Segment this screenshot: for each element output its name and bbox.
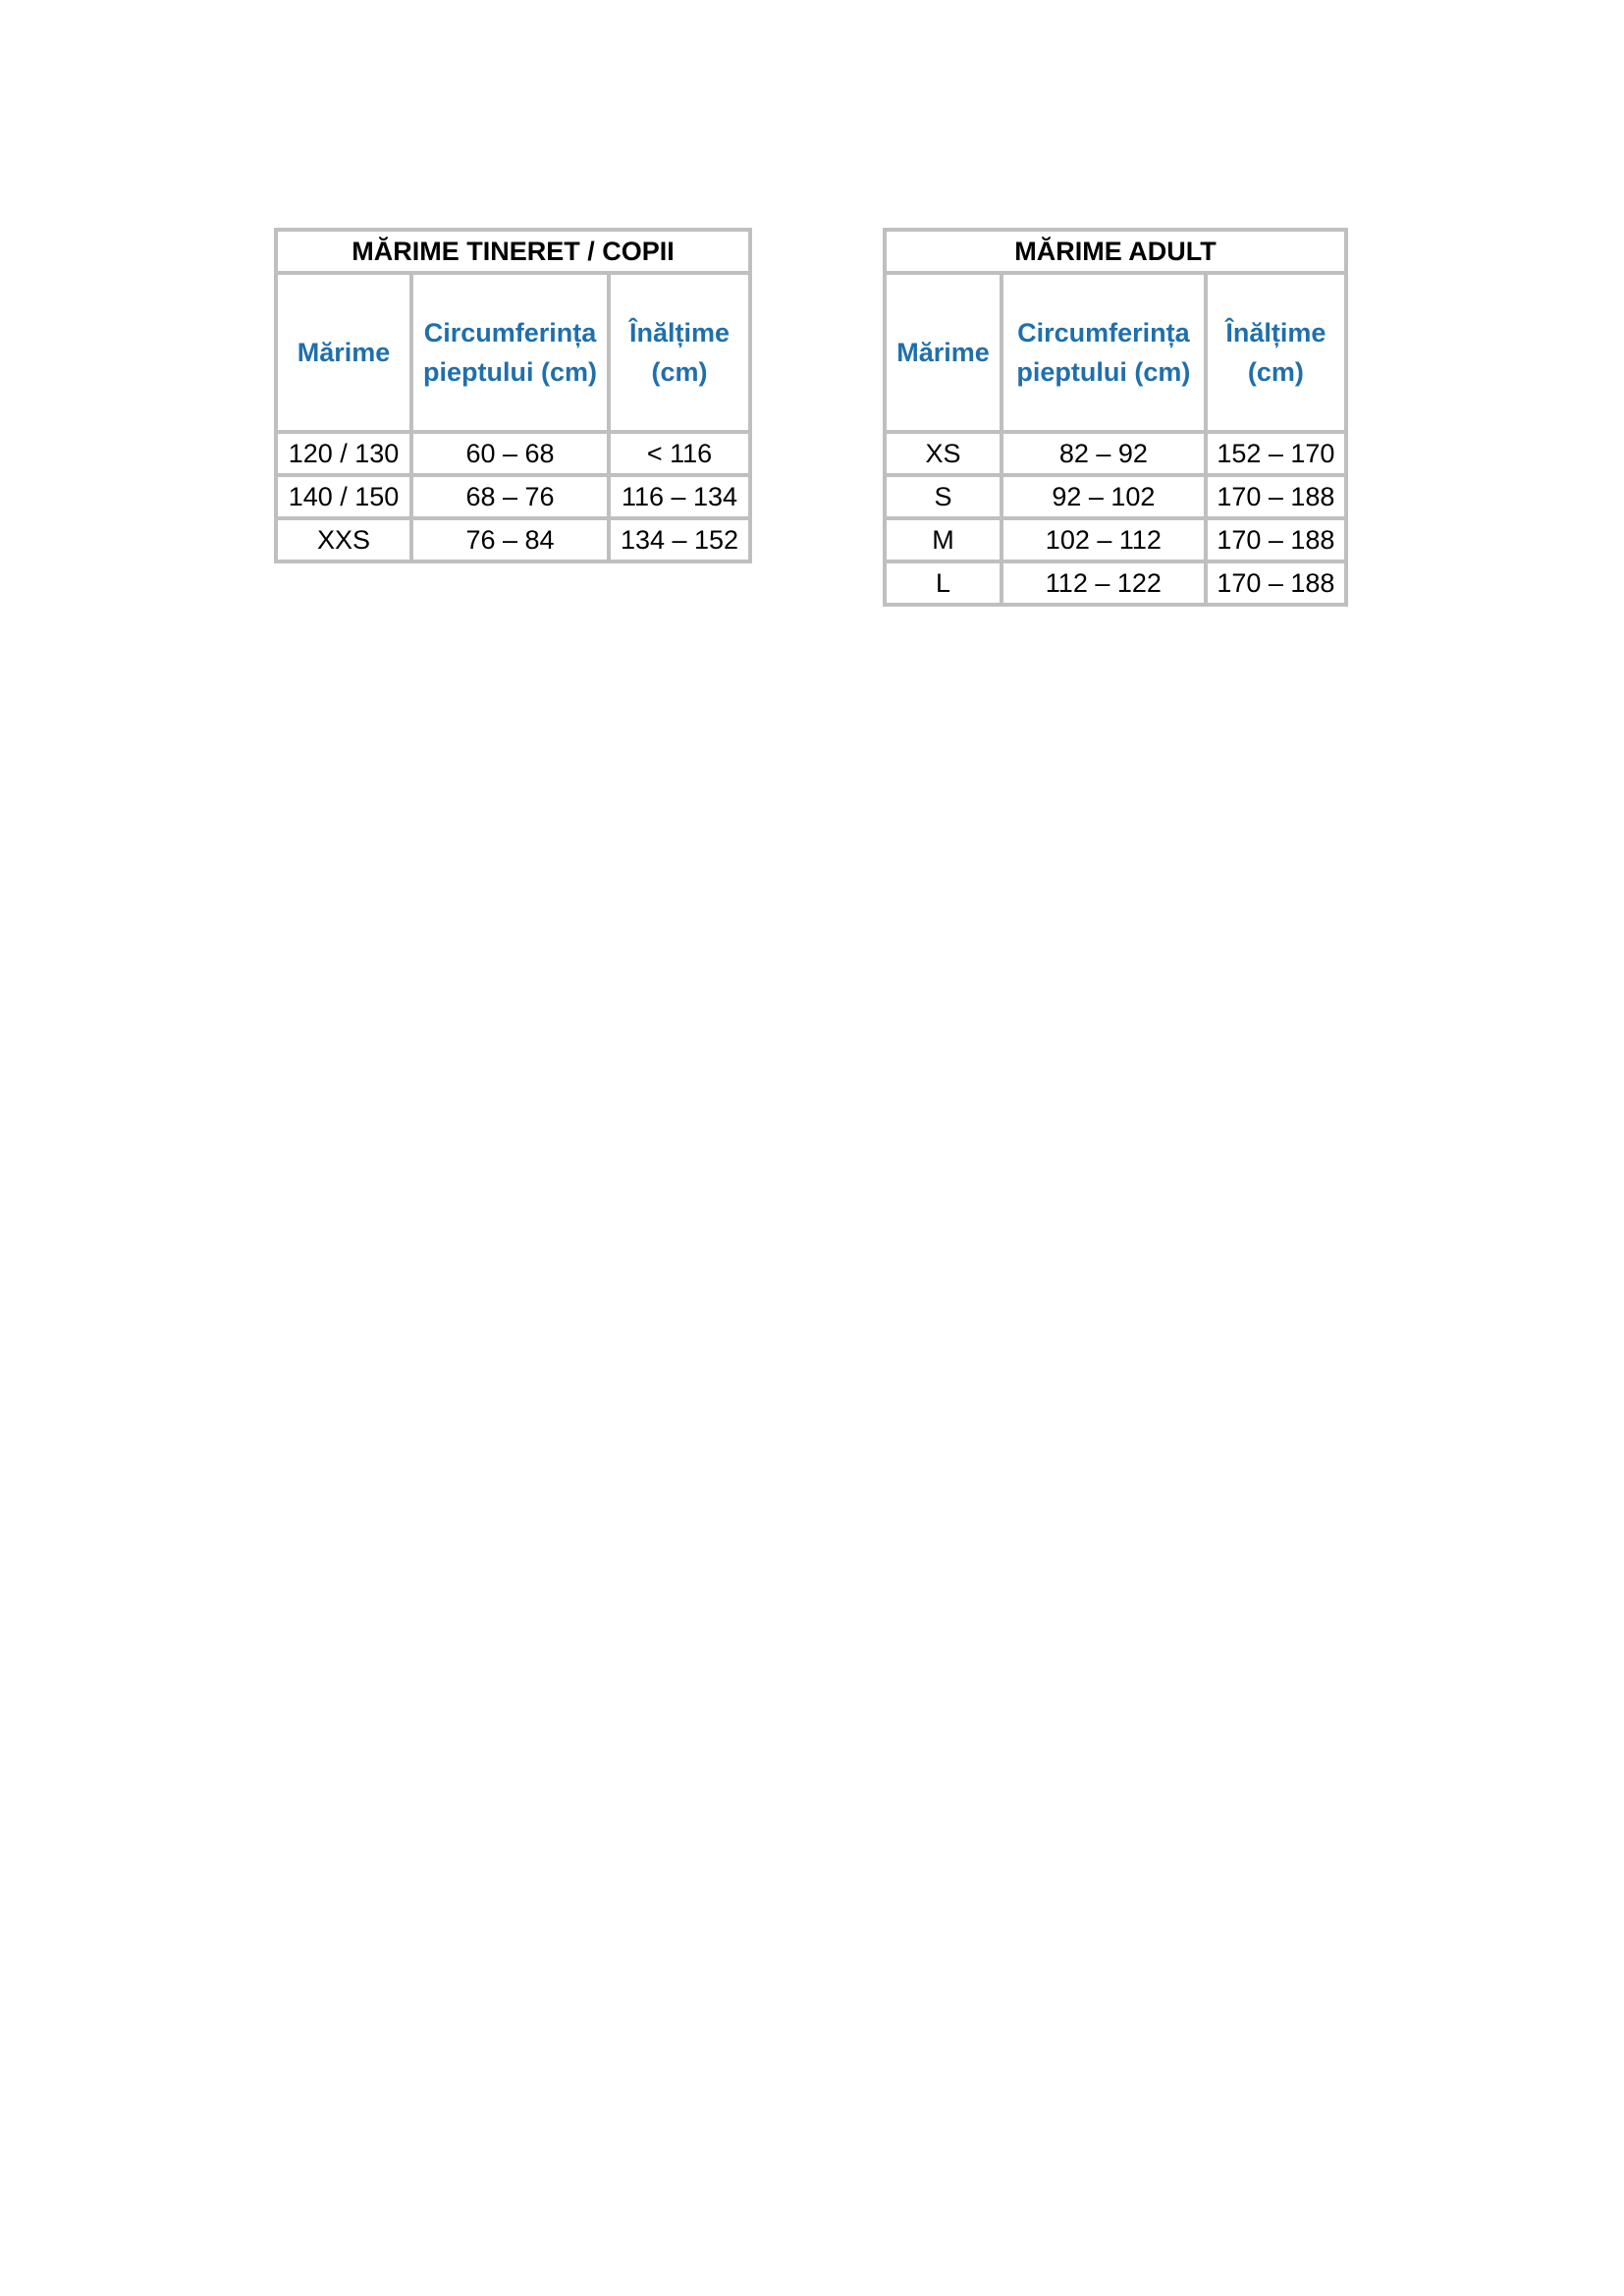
table-row (278, 434, 748, 473)
table-row (887, 434, 1344, 473)
table-cell: XXS (278, 520, 409, 560)
table-title: MĂRIME ADULT (887, 232, 1344, 271)
table-cell: 68 – 76 (413, 477, 607, 516)
table-title-row (887, 232, 1344, 271)
table-row (887, 520, 1344, 560)
table-row (887, 477, 1344, 516)
table-cell: M (887, 520, 1000, 560)
table-cell: 102 – 112 (1003, 520, 1204, 560)
table-cell: 92 – 102 (1003, 477, 1204, 516)
table-cell: 120 / 130 (278, 434, 409, 473)
youth-size-table (274, 228, 752, 563)
column-header-size: Mărime (887, 275, 1000, 430)
table-row (278, 520, 748, 560)
table-cell: 60 – 68 (413, 434, 607, 473)
table-cell: XS (887, 434, 1000, 473)
table-cell: 170 – 188 (1208, 520, 1344, 560)
table-title: MĂRIME TINERET / COPII (278, 232, 748, 271)
table-cell: 140 / 150 (278, 477, 409, 516)
table-cell: 112 – 122 (1003, 563, 1204, 603)
column-header-height: Înălțime (cm) (1208, 275, 1344, 430)
table-cell: 152 – 170 (1208, 434, 1344, 473)
table-cell: < 116 (611, 434, 748, 473)
table-cell: L (887, 563, 1000, 603)
column-header-chest: Circumferința pieptului (cm) (1003, 275, 1204, 430)
column-header-size: Mărime (278, 275, 409, 430)
table-title-row (278, 232, 748, 271)
table-cell: 76 – 84 (413, 520, 607, 560)
column-header-chest: Circumferința pieptului (cm) (413, 275, 607, 430)
table-cell: 170 – 188 (1208, 477, 1344, 516)
table-header-row (887, 275, 1344, 430)
column-header-height: Înălțime (cm) (611, 275, 748, 430)
adult-size-table (883, 228, 1348, 607)
table-row (278, 477, 748, 516)
table-row (887, 563, 1344, 603)
table-cell: 170 – 188 (1208, 563, 1344, 603)
table-cell: 82 – 92 (1003, 434, 1204, 473)
table-cell: 116 – 134 (611, 477, 748, 516)
table-cell: S (887, 477, 1000, 516)
table-cell: 134 – 152 (611, 520, 748, 560)
table-header-row (278, 275, 748, 430)
